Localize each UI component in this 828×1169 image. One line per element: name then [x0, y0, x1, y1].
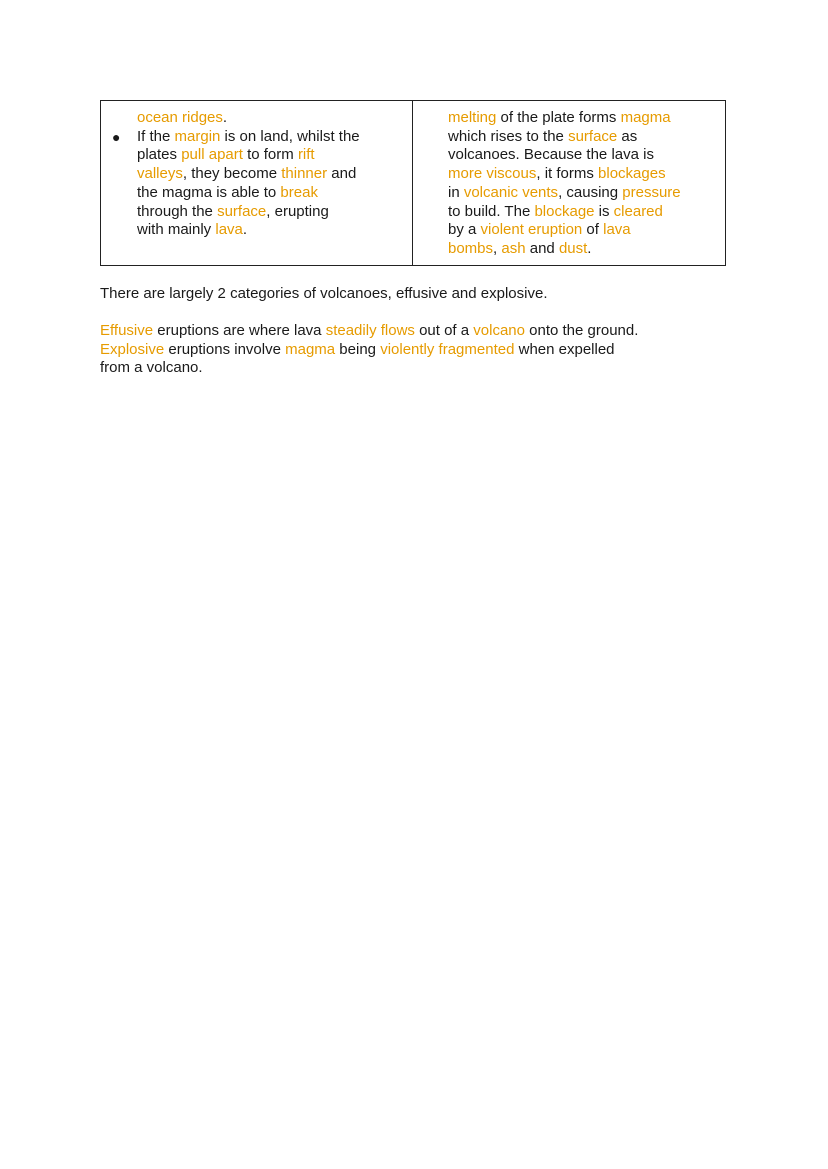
highlighted-term: melting	[448, 109, 497, 126]
text-span: plates	[137, 146, 182, 164]
text-span: being	[335, 340, 381, 358]
text-span: and	[525, 239, 559, 257]
highlighted-term: bombs	[448, 239, 494, 257]
text-line	[448, 165, 719, 184]
table-cell-right	[413, 101, 725, 265]
text-span: , it forms	[536, 165, 599, 183]
text-line	[448, 184, 719, 203]
text-span: , causing	[558, 183, 623, 201]
highlighted-term: pressure	[622, 183, 681, 201]
text-span: when expelled	[514, 340, 615, 358]
text-span: and	[327, 165, 357, 183]
text-line	[100, 322, 740, 341]
text-line	[137, 109, 404, 128]
text-span: .	[222, 109, 228, 126]
text-line	[137, 165, 404, 184]
text-span: with mainly	[137, 221, 216, 239]
text-span: .	[587, 239, 592, 257]
highlighted-term: cleared	[613, 202, 663, 220]
text-span: in	[448, 183, 464, 201]
text-span: .	[242, 221, 248, 239]
text-span: by a	[448, 221, 481, 239]
highlighted-term: margin	[174, 127, 221, 145]
table-cell-left	[101, 101, 413, 265]
text-span: of the plate forms	[496, 109, 621, 126]
highlighted-term: blockage	[534, 202, 595, 220]
highlighted-term: valleys	[137, 165, 183, 183]
text-line	[100, 285, 740, 304]
text-span: to build. The	[448, 202, 535, 220]
text-line	[448, 240, 719, 259]
highlighted-term: surface	[217, 202, 267, 220]
highlighted-term: pull apart	[181, 146, 243, 164]
text-line	[448, 109, 719, 128]
intro-paragraph	[100, 285, 740, 304]
text-span: the magma is able to	[137, 183, 281, 201]
text-span: eruptions are where lava	[153, 322, 326, 339]
text-line	[448, 203, 719, 222]
highlighted-term: magma	[620, 109, 671, 126]
text-span: , erupting	[266, 202, 329, 220]
text-span: volcanoes. Because the lava is	[448, 146, 654, 164]
highlighted-term: ocean ridges	[137, 109, 223, 126]
text-line	[137, 184, 404, 203]
text-span: as	[617, 127, 638, 145]
highlighted-term: dust	[558, 239, 588, 257]
text-span: , they become	[182, 165, 282, 183]
text-span: from a volcano.	[100, 359, 203, 377]
comparison-table	[100, 100, 726, 266]
text-span: If the	[137, 127, 175, 145]
highlighted-term: lava	[603, 221, 631, 239]
text-line	[137, 146, 404, 165]
highlighted-term: violently fragmented	[380, 340, 515, 358]
highlighted-term: steadily flows	[325, 322, 415, 339]
text-span: which rises to the	[448, 127, 569, 145]
text-line	[100, 359, 740, 378]
text-span: is on land, whilst the	[220, 127, 360, 145]
text-span: of	[582, 221, 604, 239]
text-line	[137, 221, 404, 240]
highlighted-term: Explosive	[100, 340, 165, 358]
highlighted-term: blockages	[598, 165, 666, 183]
highlighted-term: violent eruption	[480, 221, 583, 239]
highlighted-term: volcano	[473, 322, 525, 339]
text-span: onto the ground.	[524, 322, 639, 339]
text-line	[448, 128, 719, 147]
highlighted-term: ash	[501, 239, 526, 257]
highlighted-term: lava	[215, 221, 243, 239]
text-span: through the	[137, 202, 218, 220]
text-line	[137, 203, 404, 222]
text-span: out of a	[414, 322, 474, 339]
text-span: ,	[493, 239, 502, 257]
bullet-icon: ●	[112, 128, 121, 145]
text-line	[448, 221, 719, 240]
text-line	[100, 341, 740, 360]
highlighted-term: magma	[285, 340, 336, 358]
highlighted-term: thinner	[281, 165, 328, 183]
text-line	[112, 127, 404, 147]
highlighted-term: surface	[568, 127, 618, 145]
text-span: to form	[242, 146, 298, 164]
highlighted-term: Effusive	[100, 322, 154, 339]
highlighted-term: more viscous	[448, 165, 537, 183]
text-span: eruptions involve	[164, 340, 286, 358]
highlighted-term: volcanic vents	[463, 183, 559, 201]
text-span: There are largely 2 categories of volcanoes, effusive and explosive.	[100, 285, 548, 302]
highlighted-term: break	[280, 183, 318, 201]
text-span: is	[594, 202, 614, 220]
eruption-types-paragraph	[100, 322, 740, 378]
text-line	[448, 146, 719, 165]
highlighted-term: rift	[297, 146, 315, 164]
